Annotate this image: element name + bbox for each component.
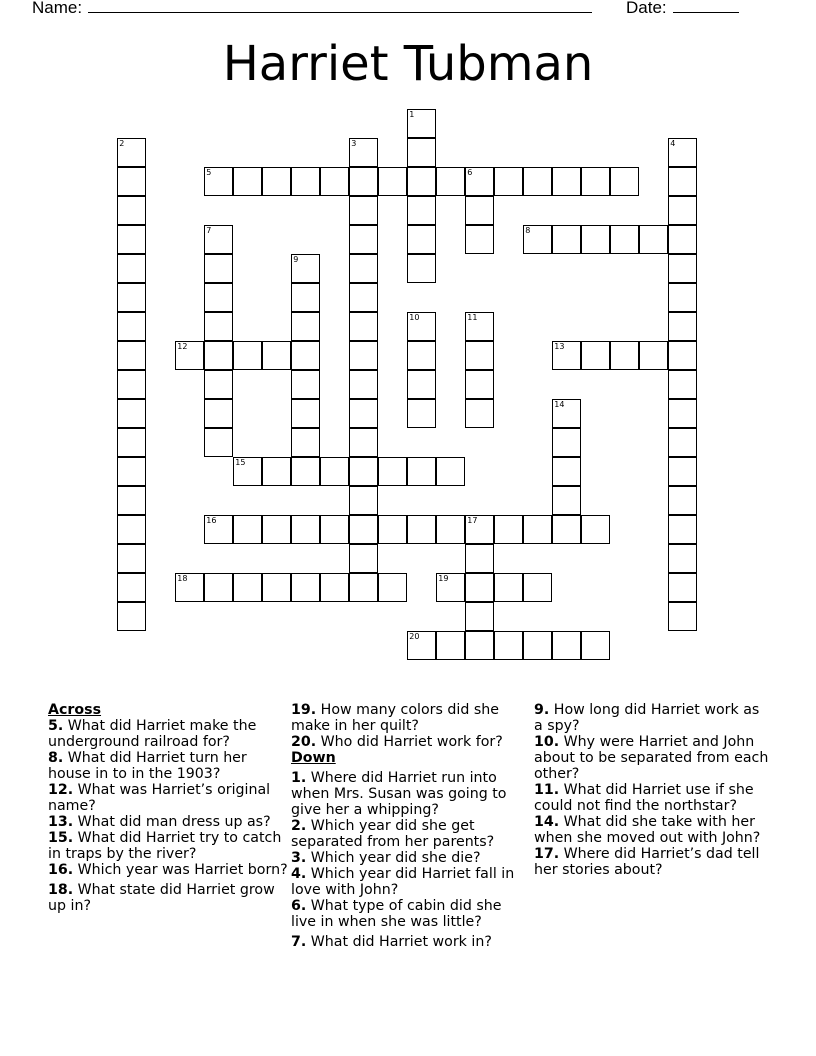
grid-cell[interactable] — [407, 631, 436, 660]
grid-cell[interactable] — [233, 573, 262, 602]
grid-cell[interactable] — [552, 167, 581, 196]
grid-cell[interactable] — [117, 428, 146, 457]
clue-number: 13. — [48, 814, 74, 830]
cell-number: 15 — [235, 458, 246, 468]
grid-cell[interactable] — [668, 515, 697, 544]
grid-cell[interactable] — [233, 341, 262, 370]
grid-cell[interactable] — [349, 167, 378, 196]
grid-cell[interactable] — [175, 341, 204, 370]
grid-cell[interactable] — [117, 312, 146, 341]
grid-cell[interactable] — [117, 602, 146, 631]
grid-cell[interactable] — [117, 515, 146, 544]
grid-cell[interactable] — [407, 515, 436, 544]
clue-number: 2. — [291, 818, 307, 834]
grid-cell[interactable] — [465, 544, 494, 573]
grid-cell[interactable] — [349, 283, 378, 312]
clue-number: 8. — [48, 750, 64, 766]
grid-cell[interactable] — [320, 457, 349, 486]
clue-down — [534, 846, 769, 878]
grid-cell[interactable] — [668, 428, 697, 457]
grid-cell[interactable] — [291, 573, 320, 602]
clue-text: What state did Harriet grow up in? — [48, 882, 275, 914]
clue-text: What was Harriet’s original name? — [48, 782, 271, 814]
clue-text: What did Harriet turn her house in to in the 1903? — [48, 750, 247, 782]
cell-number: 2 — [119, 139, 125, 149]
grid-cell[interactable] — [465, 196, 494, 225]
grid-cell[interactable] — [349, 399, 378, 428]
grid-cell[interactable] — [668, 225, 697, 254]
grid-cell[interactable] — [291, 399, 320, 428]
grid-cell[interactable] — [436, 631, 465, 660]
grid-cell[interactable] — [204, 515, 233, 544]
grid-cell[interactable] — [320, 515, 349, 544]
grid-cell[interactable] — [262, 515, 291, 544]
clue-across — [48, 814, 288, 830]
grid-cell[interactable] — [291, 370, 320, 399]
grid-cell[interactable] — [581, 631, 610, 660]
grid-cell[interactable] — [320, 167, 349, 196]
grid-cell[interactable] — [436, 515, 465, 544]
grid-cell[interactable] — [494, 515, 523, 544]
grid-cell[interactable] — [465, 573, 494, 602]
clue-number: 4. — [291, 866, 307, 882]
grid-cell[interactable] — [117, 544, 146, 573]
grid-cell[interactable] — [117, 167, 146, 196]
grid-cell[interactable] — [175, 573, 204, 602]
cell-number: 5 — [206, 168, 212, 178]
grid-cell[interactable] — [552, 428, 581, 457]
grid-cell[interactable] — [349, 196, 378, 225]
grid-cell[interactable] — [204, 573, 233, 602]
clue-number: 6. — [291, 898, 307, 914]
grid-cell[interactable] — [465, 370, 494, 399]
clue-number: 3. — [291, 850, 307, 866]
grid-cell[interactable] — [291, 167, 320, 196]
clue-text: What did she take with her when she moved out with John? — [534, 814, 761, 846]
grid-cell[interactable] — [349, 312, 378, 341]
grid-cell[interactable] — [117, 457, 146, 486]
grid-cell[interactable] — [552, 631, 581, 660]
grid-cell[interactable] — [291, 254, 320, 283]
grid-cell[interactable] — [407, 109, 436, 138]
grid-cell[interactable] — [465, 602, 494, 631]
grid-cell[interactable] — [291, 515, 320, 544]
grid-cell[interactable] — [204, 428, 233, 457]
clue-number: 20. — [291, 734, 317, 750]
clue-across — [48, 830, 288, 862]
clue-number: 18. — [48, 882, 74, 898]
cell-number: 17 — [467, 516, 478, 526]
grid-cell[interactable] — [378, 167, 407, 196]
date-label: Date: — [626, 0, 667, 17]
grid-cell[interactable] — [581, 225, 610, 254]
clue-across — [291, 734, 516, 750]
clue-across — [48, 750, 288, 782]
cell-number: 16 — [206, 516, 217, 526]
grid-cell[interactable] — [465, 312, 494, 341]
grid-cell[interactable] — [407, 196, 436, 225]
cell-number: 10 — [409, 313, 420, 323]
clue-number: 11. — [534, 782, 560, 798]
grid-cell[interactable] — [117, 138, 146, 167]
grid-cell[interactable] — [668, 544, 697, 573]
grid-cell[interactable] — [233, 515, 262, 544]
clue-text: What did Harriet try to catch in traps by the river? — [48, 830, 282, 862]
clue-down — [534, 702, 769, 734]
grid-cell[interactable] — [668, 486, 697, 515]
grid-cell[interactable] — [523, 167, 552, 196]
grid-cell[interactable] — [349, 515, 378, 544]
grid-cell[interactable] — [349, 370, 378, 399]
grid-cell[interactable] — [117, 283, 146, 312]
grid-cell[interactable] — [233, 457, 262, 486]
clue-number: 12. — [48, 782, 74, 798]
clue-number: 7. — [291, 934, 307, 950]
grid-cell[interactable] — [668, 167, 697, 196]
grid-cell[interactable] — [668, 457, 697, 486]
grid-cell[interactable] — [407, 312, 436, 341]
grid-cell[interactable] — [552, 399, 581, 428]
clue-text: Who did Harriet work for? — [320, 734, 503, 750]
grid-cell[interactable] — [581, 341, 610, 370]
page-title: Harriet Tubman — [222, 36, 594, 92]
grid-cell[interactable] — [494, 573, 523, 602]
clue-number: 15. — [48, 830, 74, 846]
cell-number: 13 — [554, 342, 565, 352]
grid-cell[interactable] — [668, 399, 697, 428]
clue-down — [291, 866, 516, 898]
clue-across — [48, 862, 288, 878]
grid-cell[interactable] — [552, 341, 581, 370]
grid-cell[interactable] — [436, 573, 465, 602]
clue-text: Which year did she get separated from her parents? — [291, 818, 495, 850]
grid-cell[interactable] — [668, 573, 697, 602]
clue-down — [534, 814, 769, 846]
clue-text: Where did Harriet run into when Mrs. Susan was going to give her a whipping? — [291, 770, 507, 818]
grid-cell[interactable] — [291, 457, 320, 486]
grid-cell[interactable] — [407, 254, 436, 283]
grid-cell[interactable] — [117, 196, 146, 225]
clue-text: Why were Harriet and John about to be separated from each other? — [534, 734, 769, 782]
grid-cell[interactable] — [204, 341, 233, 370]
grid-cell[interactable] — [407, 225, 436, 254]
grid-cell[interactable] — [610, 225, 639, 254]
grid-cell[interactable] — [204, 399, 233, 428]
clue-text: How many colors did she make in her quilt? — [291, 702, 499, 734]
grid-cell[interactable] — [349, 428, 378, 457]
grid-cell[interactable] — [349, 486, 378, 515]
across-heading: Across — [48, 702, 102, 718]
grid-cell[interactable] — [204, 167, 233, 196]
clue-text: What did Harriet work in? — [310, 934, 492, 950]
grid-cell[interactable] — [262, 573, 291, 602]
grid-cell[interactable] — [523, 573, 552, 602]
grid-cell[interactable] — [436, 167, 465, 196]
grid-cell[interactable] — [204, 225, 233, 254]
grid-cell[interactable] — [465, 399, 494, 428]
clue-text: What type of cabin did she live in when she was little? — [291, 898, 502, 930]
cell-number: 20 — [409, 632, 420, 642]
grid-cell[interactable] — [523, 515, 552, 544]
grid-cell[interactable] — [465, 167, 494, 196]
grid-cell[interactable] — [262, 341, 291, 370]
grid-cell[interactable] — [407, 167, 436, 196]
grid-cell[interactable] — [581, 515, 610, 544]
grid-cell[interactable] — [407, 341, 436, 370]
grid-cell[interactable] — [668, 138, 697, 167]
grid-cell[interactable] — [204, 370, 233, 399]
cell-number: 3 — [351, 139, 357, 149]
grid-cell[interactable] — [349, 254, 378, 283]
grid-cell[interactable] — [349, 341, 378, 370]
grid-cell[interactable] — [204, 254, 233, 283]
cell-number: 9 — [293, 255, 299, 265]
clue-across — [48, 882, 288, 914]
grid-cell[interactable] — [668, 196, 697, 225]
grid-cell[interactable] — [291, 341, 320, 370]
grid-cell[interactable] — [117, 573, 146, 602]
clue-text: What did man dress up as? — [77, 814, 271, 830]
clue-text: How long did Harriet work as a spy? — [534, 702, 760, 734]
grid-cell[interactable] — [494, 167, 523, 196]
grid-cell[interactable] — [117, 370, 146, 399]
clues-column-1 — [48, 702, 288, 914]
cell-number: 19 — [438, 574, 449, 584]
clue-text: Which year did Harriet fall in love with John? — [291, 866, 515, 898]
grid-cell[interactable] — [610, 167, 639, 196]
cell-number: 11 — [467, 313, 478, 323]
grid-cell[interactable] — [349, 573, 378, 602]
clue-number: 1. — [291, 770, 307, 786]
grid-cell[interactable] — [465, 631, 494, 660]
clue-text: Which year was Harriet born? — [77, 862, 288, 878]
clues-column-3 — [534, 702, 769, 878]
grid-cell[interactable] — [668, 370, 697, 399]
grid-cell[interactable] — [436, 457, 465, 486]
cell-number: 18 — [177, 574, 188, 584]
cell-number: 14 — [554, 400, 565, 410]
grid-cell[interactable] — [407, 399, 436, 428]
grid-cell[interactable] — [668, 312, 697, 341]
grid-cell[interactable] — [407, 370, 436, 399]
grid-cell[interactable] — [407, 457, 436, 486]
grid-cell[interactable] — [117, 341, 146, 370]
grid-cell[interactable] — [378, 573, 407, 602]
name-label: Name: — [32, 0, 83, 17]
clue-number: 9. — [534, 702, 550, 718]
grid-cell[interactable] — [291, 283, 320, 312]
clue-down — [291, 850, 516, 866]
grid-cell[interactable] — [494, 631, 523, 660]
clue-down — [291, 818, 516, 850]
clue-across — [48, 782, 288, 814]
grid-cell[interactable] — [639, 341, 668, 370]
grid-cell[interactable] — [378, 515, 407, 544]
grid-cell[interactable] — [349, 544, 378, 573]
grid-cell[interactable] — [581, 167, 610, 196]
grid-cell[interactable] — [639, 225, 668, 254]
grid-cell[interactable] — [523, 631, 552, 660]
clue-across — [291, 702, 516, 734]
clue-text: Which year did she die? — [310, 850, 481, 866]
grid-cell[interactable] — [349, 225, 378, 254]
clue-down — [534, 734, 769, 782]
grid-cell[interactable] — [465, 515, 494, 544]
clue-number: 16. — [48, 862, 74, 878]
grid-cell[interactable] — [117, 399, 146, 428]
cell-number: 1 — [409, 110, 415, 120]
clue-across — [48, 718, 288, 750]
grid-cell[interactable] — [523, 225, 552, 254]
clues-column-2 — [291, 702, 516, 950]
grid-cell[interactable] — [552, 457, 581, 486]
grid-cell[interactable] — [407, 138, 436, 167]
grid-cell[interactable] — [465, 341, 494, 370]
grid-cell[interactable] — [291, 428, 320, 457]
grid-cell[interactable] — [204, 283, 233, 312]
grid-cell[interactable] — [262, 167, 291, 196]
cell-number: 7 — [206, 226, 212, 236]
clue-text: What did Harriet use if she could not find the northstar? — [534, 782, 754, 814]
cell-number: 8 — [525, 226, 531, 236]
grid-cell[interactable] — [320, 573, 349, 602]
grid-cell[interactable] — [117, 254, 146, 283]
cell-number: 4 — [670, 139, 676, 149]
grid-cell[interactable] — [552, 515, 581, 544]
cell-number: 6 — [467, 168, 473, 178]
grid-cell[interactable] — [668, 283, 697, 312]
clue-text: What did Harriet make the underground railroad for? — [48, 718, 257, 750]
grid-cell[interactable] — [117, 486, 146, 515]
grid-cell[interactable] — [204, 312, 233, 341]
clue-number: 17. — [534, 846, 560, 862]
clue-number: 19. — [291, 702, 317, 718]
grid-cell[interactable] — [262, 457, 291, 486]
clue-number: 10. — [534, 734, 560, 750]
grid-cell[interactable] — [233, 167, 262, 196]
grid-cell[interactable] — [117, 225, 146, 254]
grid-cell[interactable] — [378, 457, 407, 486]
grid-cell[interactable] — [610, 341, 639, 370]
grid-cell[interactable] — [552, 225, 581, 254]
clue-number: 5. — [48, 718, 64, 734]
clue-down — [291, 770, 516, 818]
cell-number: 12 — [177, 342, 188, 352]
grid-cell[interactable] — [668, 602, 697, 631]
clue-down — [291, 934, 516, 950]
grid-cell[interactable] — [291, 312, 320, 341]
grid-cell[interactable] — [668, 254, 697, 283]
clue-text: Where did Harriet’s dad tell her stories about? — [534, 846, 760, 878]
down-heading: Down — [291, 750, 336, 766]
grid-cell[interactable] — [668, 341, 697, 370]
grid-cell[interactable] — [349, 457, 378, 486]
clue-down — [534, 782, 769, 814]
grid-cell[interactable] — [349, 138, 378, 167]
clue-down — [291, 898, 516, 930]
grid-cell[interactable] — [552, 486, 581, 515]
grid-cell[interactable] — [465, 225, 494, 254]
clue-number: 14. — [534, 814, 560, 830]
